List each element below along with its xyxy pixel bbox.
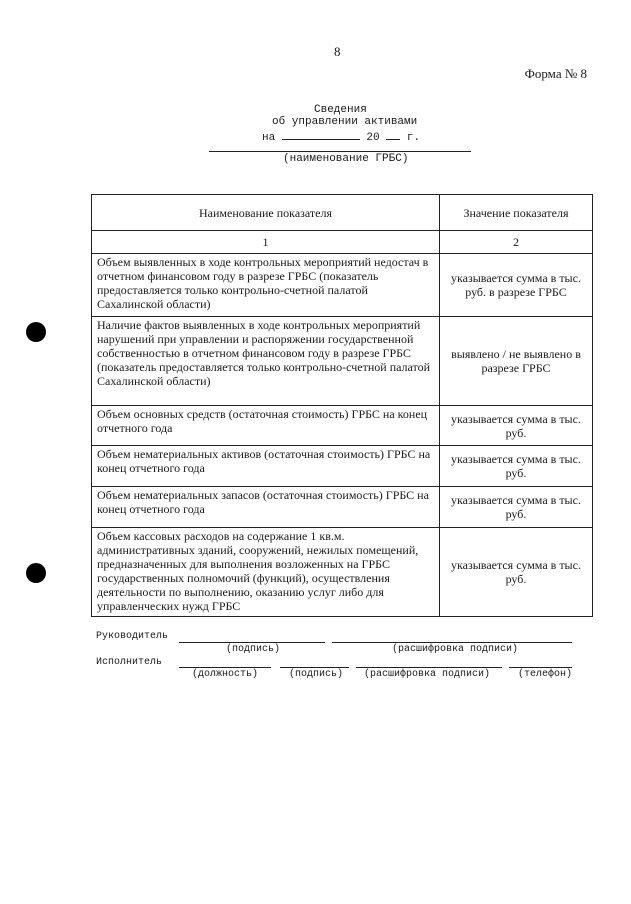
indicator-value-cell: выявлено / не выявлено в разрезе ГРБС: [440, 317, 593, 406]
indicator-value-cell: указывается сумма в тыс. руб.: [440, 446, 593, 487]
exec-decode-caption: (расшифровка подписи): [364, 669, 491, 680]
indicator-value-cell: указывается сумма в тыс. руб.: [440, 487, 593, 528]
header-indicator-name: Наименование показателя: [92, 195, 440, 231]
head-decode-line[interactable]: [332, 642, 572, 643]
date-year-blank[interactable]: [386, 129, 400, 140]
page-number: 8: [334, 44, 341, 59]
indicator-name-cell: Объем кассовых расходов на содержание 1 кв.м. административных зданий, сооружений, нежилых помещений, предназначенных для выполнения возложенных на ГРБС государственных полномочий (функций), осуществления деятельности по выполнению, оказанию услуг либо для управленческих нужд ГРБС: [92, 528, 440, 617]
indicator-value-cell: указывается сумма в тыс. руб.: [440, 528, 593, 617]
indicator-name-cell: Объем нематериальных активов (остаточная стоимость) ГРБС на конец отчетного года: [92, 446, 440, 487]
document-title: Сведения: [314, 104, 367, 116]
table-row: [92, 317, 593, 406]
exec-sign-caption: (подпись): [289, 669, 344, 680]
document-subtitle: об управлении активами: [272, 116, 418, 128]
head-signature-line[interactable]: [179, 642, 325, 643]
report-date-row: [262, 129, 420, 144]
date-prefix: на: [262, 132, 276, 144]
table-row: [92, 254, 593, 317]
indicator-value-cell: указывается сумма в тыс. руб.: [440, 406, 593, 446]
table-row: [92, 487, 593, 528]
exec-decode-line[interactable]: [356, 667, 502, 668]
header-indicator-value: Значение показателя: [440, 195, 593, 231]
exec-phone-caption: (телефон): [518, 669, 573, 680]
indicators-table: [91, 194, 593, 617]
exec-position-line[interactable]: [179, 667, 271, 668]
indicator-name-cell: Объем основных средств (остаточная стоимость) ГРБС на конец отчетного года: [92, 406, 440, 446]
indicator-value-cell: указывается сумма в тыс. руб. в разрезе ГРБС: [440, 254, 593, 317]
date-suffix: г.: [406, 132, 421, 144]
punch-hole-mark: [26, 322, 46, 342]
table-row: [92, 446, 593, 487]
table-row: [92, 528, 593, 617]
table-row: [92, 406, 593, 446]
exec-phone-line[interactable]: [509, 667, 572, 668]
column-number-1: 1: [92, 231, 440, 254]
form-label: Форма № 8: [524, 66, 587, 81]
indicator-name-cell: Объем нематериальных запасов (остаточная стоимость) ГРБС на конец отчетного года: [92, 487, 440, 528]
indicator-name-cell: Объем выявленных в ходе контрольных мероприятий недостач в отчетном финансовом году в разрезе ГРБС (показатель предоставляется только контрольно-счетной палатой Сахалинской области): [92, 254, 440, 317]
punch-hole-mark: [26, 563, 46, 583]
date-year: 20: [366, 132, 380, 144]
column-number-2: 2: [440, 231, 593, 254]
exec-signature-line[interactable]: [280, 667, 349, 668]
date-day-month-blank[interactable]: [282, 129, 360, 140]
exec-position-caption: (должность): [192, 669, 259, 680]
indicator-name-cell: Наличие фактов выявленных в ходе контрольных мероприятий нарушений при управлении и распоряжении государственной собственностью в отчетном финансовом году в разрезе ГРБС (показатель предоставляется только контрольно-счетной палатой Сахалинской области): [92, 317, 440, 406]
table-header-row: [92, 195, 593, 231]
column-number-row: [92, 231, 593, 254]
head-decode-caption: (расшифровка подписи): [392, 644, 519, 655]
org-name-line[interactable]: [209, 151, 471, 152]
head-label: Руководитель: [96, 631, 169, 642]
executor-label: Исполнитель: [96, 657, 163, 668]
org-name-caption: (наименование ГРБС): [283, 153, 409, 165]
head-sign-caption: (подпись): [226, 644, 281, 655]
